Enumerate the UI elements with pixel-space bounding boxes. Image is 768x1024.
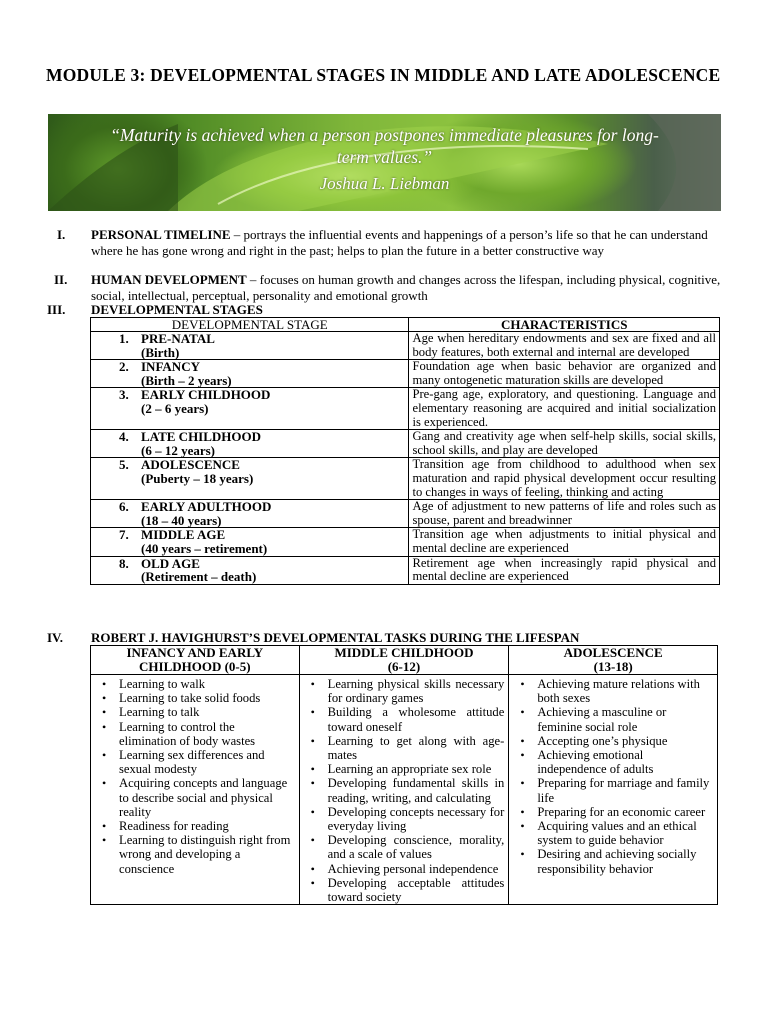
task-list-item: • Achieving a masculine or feminine social role <box>537 705 713 733</box>
task-list-item: • Learning an appropriate sex role <box>328 762 505 776</box>
banner-quote <box>48 124 721 168</box>
section-human-development <box>91 272 721 304</box>
section-personal-timeline <box>91 227 721 259</box>
task-list-item: • Achieving mature relations with both sexes <box>537 677 713 705</box>
section-number: III. <box>47 302 66 317</box>
table-row <box>91 500 720 528</box>
column-header <box>509 646 718 675</box>
quote-line-1: “Maturity is achieved when a person postpones immediate pleasures for long- <box>110 125 659 145</box>
stage-cell <box>91 458 409 500</box>
task-list-item: • Building a wholesome attitude toward oneself <box>328 705 505 733</box>
quote-banner <box>48 114 721 211</box>
task-list-item: • Learning to take solid foods <box>119 691 295 705</box>
column-header: DEVELOPMENTAL STAGE <box>91 318 409 332</box>
stage-age-range: (Birth) <box>141 344 180 360</box>
task-list-item: • Accepting one’s physique <box>537 734 713 748</box>
stage-number: 1. <box>119 331 129 346</box>
column-header-line: (13-18) <box>593 659 633 674</box>
task-list-item: • Desiring and achieving socially responsibility behavior <box>537 847 713 875</box>
table-row <box>91 388 720 430</box>
task-list-item: • Developing conscience, morality, and a scale of values <box>328 833 505 861</box>
developmental-stages-table <box>90 317 720 585</box>
section-havighurst-heading: ROBERT J. HAVIGHURST’S DEVELOPMENTAL TASKS DURING THE LIFESPAN <box>91 630 580 645</box>
task-list-item: • Learning physical skills necessary for ordinary games <box>328 677 505 705</box>
column-header-line: ADOLESCENCE <box>563 645 663 660</box>
section-number: I. <box>57 227 66 242</box>
task-list-item: • Acquiring concepts and language to describe social and physical reality <box>119 776 295 819</box>
section-number: II. <box>54 272 68 287</box>
stage-age-range: (40 years – retirement) <box>141 540 268 556</box>
task-list-item: • Developing fundamental skills in reading, writing, and calculating <box>328 776 505 804</box>
stage-cell <box>91 360 409 388</box>
task-list-item: • Achieving personal independence <box>328 862 505 876</box>
stage-characteristics: Transition age when adjustments to initial physical and mental decline are experienced <box>409 528 720 556</box>
stage-cell <box>91 430 409 458</box>
section-term: HUMAN DEVELOPMENT <box>91 272 247 287</box>
task-list-cell <box>299 675 509 905</box>
stage-characteristics: Transition age from childhood to adulthood when sex maturation and rapid physical development occur resulting to changes in ways of feeling, thinking and acting <box>409 458 720 500</box>
stage-name: EARLY ADULTHOOD <box>141 499 272 515</box>
stage-name: EARLY CHILDHOOD <box>141 387 271 403</box>
task-list-item: • Learning sex differences and sexual modesty <box>119 748 295 776</box>
stage-characteristics: Age of adjustment to new patterns of life and roles such as spouse, parent and breadwinner <box>409 500 720 528</box>
stage-name: OLD AGE <box>141 555 200 571</box>
stage-characteristics: Pre-gang age, exploratory, and questioning. Language and elementary reasoning are acquired and initial socialization is experienced. <box>409 388 720 430</box>
table-row <box>91 675 718 905</box>
task-list-item: • Readiness for reading <box>119 819 295 833</box>
section-text: – portrays the influential events and happenings of a person’s life so that he can understand where he has gone wrong and right in the past; helps to plan the future in a better constructive way <box>91 227 708 258</box>
stage-characteristics: Foundation age when basic behavior are organized and many ontogenetic maturation skills are developed <box>409 360 720 388</box>
table-header-row <box>91 318 720 332</box>
stage-cell <box>91 388 409 430</box>
task-list-item: • Developing concepts necessary for everyday living <box>328 805 505 833</box>
developmental-tasks-table <box>90 645 718 905</box>
task-list-item: • Developing acceptable attitudes toward society <box>328 876 505 904</box>
table-row <box>91 458 720 500</box>
column-header <box>91 646 300 675</box>
stage-number: 4. <box>119 429 129 445</box>
section-term: PERSONAL TIMELINE <box>91 227 231 242</box>
task-list-item: • Learning to get along with age-mates <box>328 734 505 762</box>
task-list-item: • Learning to control the elimination of body wastes <box>119 720 295 748</box>
stage-cell <box>91 332 409 360</box>
module-title: MODULE 3: DEVELOPMENTAL STAGES IN MIDDLE AND LATE ADOLESCENCE <box>46 65 721 85</box>
task-list-cell <box>91 675 300 905</box>
stage-number: 2. <box>119 359 129 375</box>
task-list-item: • Acquiring values and an ethical system to guide behavior <box>537 819 713 847</box>
task-list-item: • Achieving emotional independence of adults <box>537 748 713 776</box>
stage-number: 5. <box>119 457 129 473</box>
task-list-item: • Learning to distinguish right from wrong and developing a conscience <box>119 833 295 876</box>
task-list-item: • Learning to walk <box>119 677 295 691</box>
stage-cell <box>91 500 409 528</box>
stage-characteristics: Gang and creativity age when self-help skills, social skills, school skills, and play are developed <box>409 430 720 458</box>
stage-name: PRE-NATAL <box>141 331 215 346</box>
column-header: CHARACTERISTICS <box>409 318 720 332</box>
task-list-item: • Learning to talk <box>119 705 295 719</box>
stage-number: 6. <box>119 499 129 515</box>
task-list <box>97 677 295 876</box>
table-row <box>91 556 720 584</box>
table-row <box>91 528 720 556</box>
section-number: IV. <box>47 630 64 645</box>
stage-age-range: (18 – 40 years) <box>141 512 222 528</box>
stage-name: MIDDLE AGE <box>141 527 226 543</box>
stage-cell <box>91 556 409 584</box>
stage-number: 7. <box>119 527 129 543</box>
stage-age-range: (2 – 6 years) <box>141 400 209 416</box>
column-header-line: MIDDLE CHILDHOOD <box>334 645 474 660</box>
stage-characteristics: Retirement age when increasingly rapid physical and mental decline are experienced <box>409 556 720 584</box>
stage-age-range: (Birth – 2 years) <box>141 372 232 388</box>
stage-name: LATE CHILDHOOD <box>141 429 262 445</box>
stage-name: ADOLESCENCE <box>141 457 240 473</box>
section-developmental-stages-heading: DEVELOPMENTAL STAGES <box>91 302 263 317</box>
task-list-item: • Preparing for an economic career <box>537 805 713 819</box>
quote-author: Joshua L. Liebman <box>319 174 450 193</box>
table-row <box>91 360 720 388</box>
stage-characteristics: Age when hereditary endowments and sex are fixed and all body features, both external and internal are developed <box>409 332 720 360</box>
stage-name: INFANCY <box>141 359 200 375</box>
stage-cell <box>91 528 409 556</box>
table-row <box>91 430 720 458</box>
column-header <box>299 646 509 675</box>
stage-number: 3. <box>119 387 129 403</box>
stage-age-range: (6 – 12 years) <box>141 442 216 458</box>
stage-age-range: (Retirement – death) <box>141 569 257 585</box>
quote-line-2: term values.” <box>336 147 433 167</box>
table-header-row <box>91 646 718 675</box>
task-list-cell <box>509 675 718 905</box>
task-list-item: • Preparing for marriage and family life <box>537 776 713 804</box>
stage-age-range: (Puberty – 18 years) <box>141 470 254 486</box>
task-list <box>515 677 713 876</box>
section-text: – focuses on human growth and changes across the lifespan, including physical, cognitive, social, intellectual, perceptual, personality and emotional growth <box>91 272 721 303</box>
column-header-line: INFANCY AND EARLY <box>126 645 264 660</box>
column-header-line: CHILDHOOD (0-5) <box>139 659 251 674</box>
column-header-line: (6-12) <box>387 659 421 674</box>
table-row <box>91 332 720 360</box>
stage-number: 8. <box>119 555 129 571</box>
task-list <box>306 677 505 904</box>
